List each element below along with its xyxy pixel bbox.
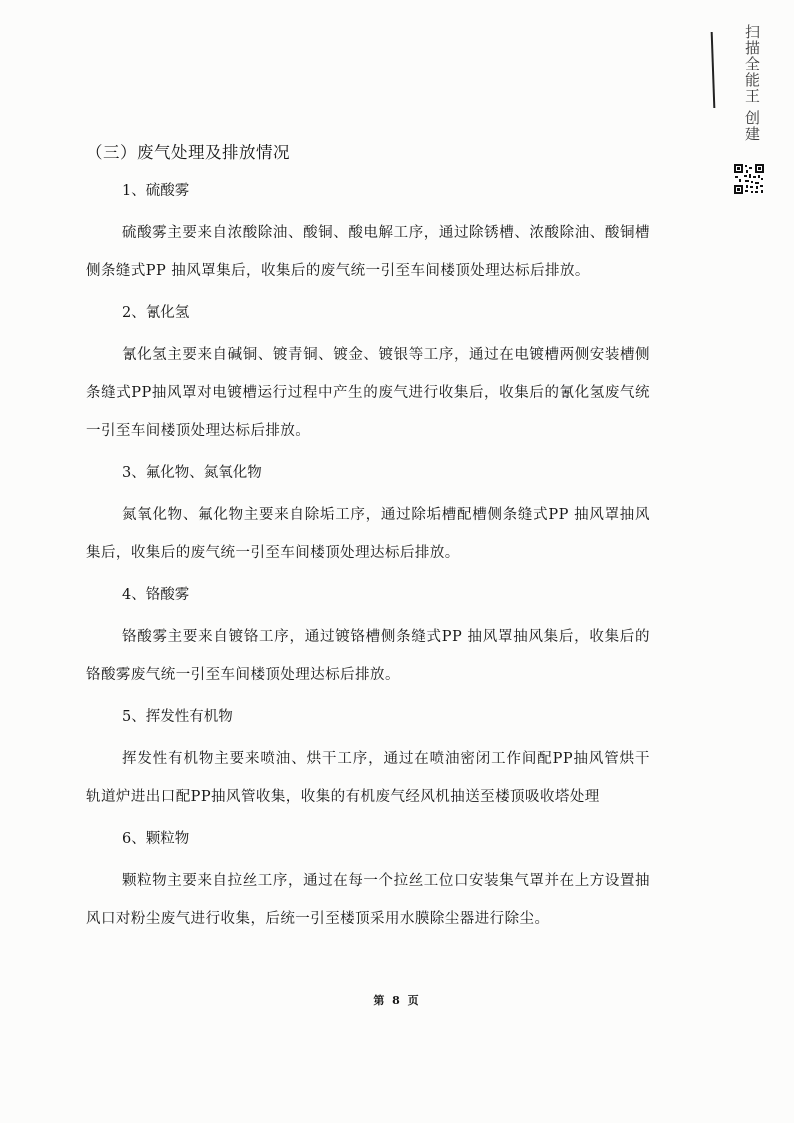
item-paragraph-chromic-acid-mist: 铬酸雾主要来自镀铬工序，通过镀铬槽侧条缝式PP 抽风罩抽风集后，收集后的铬酸雾废气统一引至车间楼顶处理达标后排放。 [86, 629, 650, 683]
item-paragraph-fluoride-nitrogen-oxides: 氮氧化物、氟化物主要来自除垢工序，通过除垢槽配槽侧条缝式PP 抽风罩抽风集后，收集后的废气统一引至车间楼顶处理达标后排放。 [86, 507, 650, 561]
item-paragraph-particulate-matter: 颗粒物主要来自拉丝工序，通过在每一个拉丝工位口安装集气罩并在上方设置抽风口对粉尘废气进行收集，后统一引至楼顶采用水膜除尘器进行除尘。 [86, 873, 650, 927]
item-heading-chromic-acid-mist: 4、铬酸雾 [122, 587, 190, 603]
scanner-watermark-text: 扫描全能王 创建 [743, 24, 761, 142]
item-heading-hydrogen-cyanide: 2、氰化氢 [122, 305, 190, 321]
item-paragraph-sulfuric-acid-mist: 硫酸雾主要来自浓酸除油、酸铜、酸电解工序，通过除锈槽、浓酸除油、酸铜槽侧条缝式PP 抽风罩集后，收集后的废气统一引至车间楼顶处理达标后排放。 [86, 225, 650, 279]
item-heading-voc: 5、挥发性有机物 [122, 709, 233, 725]
qr-code-icon [734, 164, 764, 194]
item-heading-particulate-matter: 6、颗粒物 [122, 831, 190, 847]
item-heading-sulfuric-acid-mist: 1、硫酸雾 [122, 183, 190, 199]
section-heading: （三）废气处理及排放情况 [86, 143, 290, 162]
item-paragraph-voc: 挥发性有机物主要来喷油、烘干工序，通过在喷油密闭工作间配PP抽风管烘干轨道炉进出口配PP抽风管收集，收集的有机废气经风机抽送至楼顶吸收塔处理 [86, 751, 650, 805]
page-number: 第 8 页 [373, 994, 421, 1007]
item-heading-fluoride-nitrogen-oxides: 3、氟化物、氮氧化物 [122, 465, 262, 481]
scanner-watermark [712, 18, 776, 208]
item-paragraph-hydrogen-cyanide: 氰化氢主要来自碱铜、镀青铜、镀金、镀银等工序，通过在电镀槽两侧安装槽侧条缝式PP抽风罩对电镀槽运行过程中产生的废气进行收集后，收集后的氰化氢废气统一引至车间楼顶处理达标后排放。 [86, 347, 650, 439]
document-body [86, 138, 650, 938]
scan-mark-line [711, 32, 716, 108]
